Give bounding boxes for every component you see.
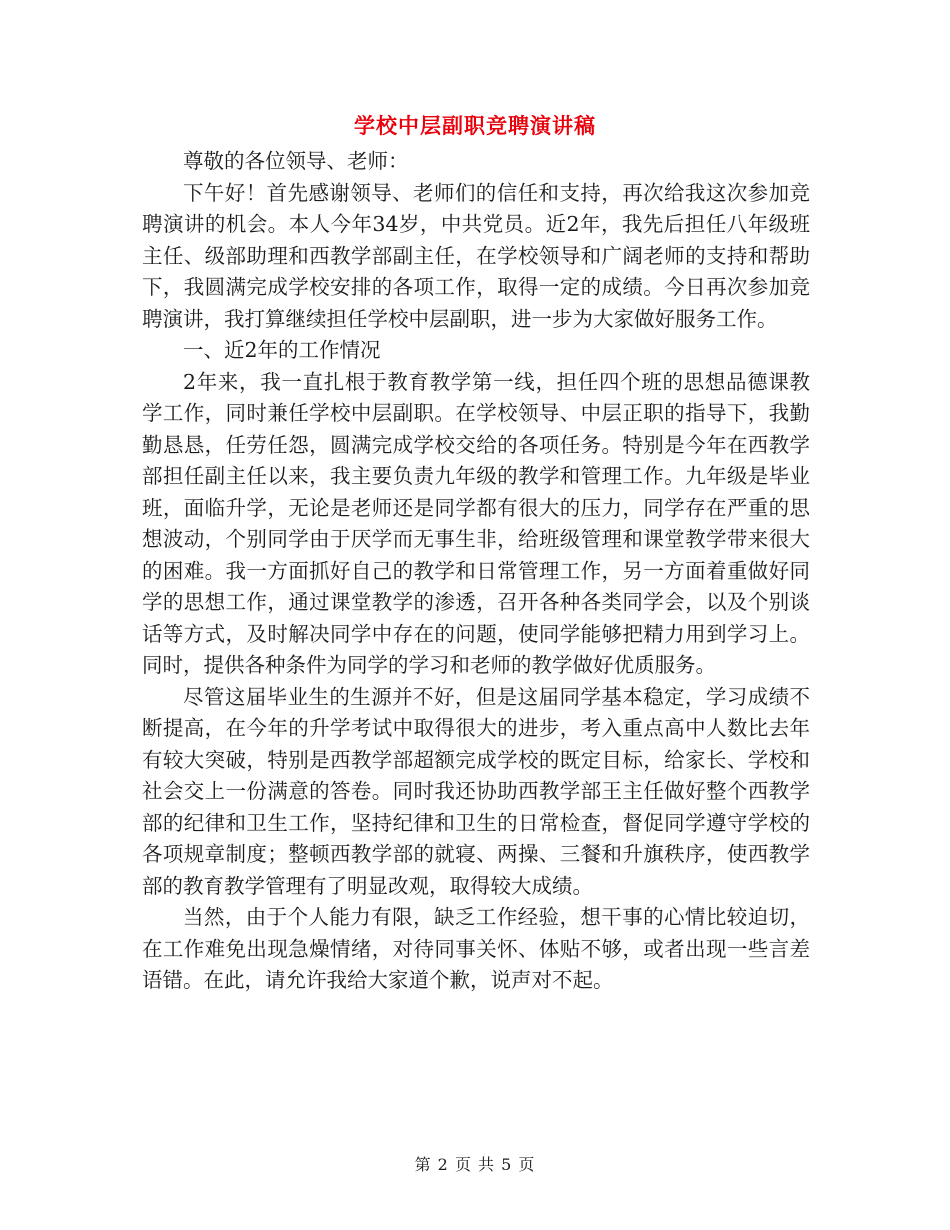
paragraph-greeting: 下午好！首先感谢领导、老师们的信任和支持，再次给我这次参加竞聘演讲的机会。本人今年34岁，中共党员。近2年，我先后担任八年级班主任、级部助理和西教学部副主任，在学校领导和广阔老师的支持和帮助下，我圆满完成学校安排的各项工作，取得一定的成绩。今日再次参加竞聘演讲，我打算继续担任学校中层副职，进一步为大家做好服务工作。 xyxy=(142,180,810,331)
document-title: 学校中层副职竞聘演讲稿 xyxy=(354,113,596,138)
page-number: 第 2 页 共 5 页 xyxy=(414,1155,536,1174)
paragraph-salutation: 尊敬的各位领导、老师： xyxy=(183,149,409,173)
paragraph-achievements: 尽管这届毕业生的生源并不好，但是这届同学基本稳定，学习成绩不断提高，在今年的升学考试中取得很大的进步，考入重点高中人数比去年有较大突破，特别是西教学部超额完成学校的既定目标，给家长、学校和社会交上一份满意的答卷。同时我还协助西教学部王主任做好整个西教学部的纪律和卫生工作，坚持纪律和卫生的日常检查，督促同学遵守学校的各项规章制度；整顿西教学部的就寝、两操、三餐和升旗秩序，使西教学部的教育教学管理有了明显改观，取得较大成绩。 xyxy=(142,684,810,898)
paragraph-work-overview: 2年来，我一直扎根于教育教学第一线，担任四个班的思想品德课教学工作，同时兼任学校中层副职。在学校领导、中层正职的指导下，我勤勤恳恳，任劳任怨，圆满完成学校交给的各项任务。特别是今年在西教学部担任副主任以来，我主要负责九年级的教学和管理工作。九年级是毕业班，面临升学，无论是老师还是同学都有很大的压力，同学存在严重的思想波动，个别同学由于厌学而无事生非，给班级管理和课堂教学带来很大的困难。我一方面抓好自己的教学和日常管理工作，另一方面着重做好同学的思想工作，通过课堂教学的渗透，召开各种各类同学会，以及个别谈话等方式，及时解决同学中存在的问题，使同学能够把精力用到学习上。同时，提供各种条件为同学的学习和老师的教学做好优质服务。 xyxy=(142,369,810,677)
section-heading: 一、近2年的工作情况 xyxy=(183,338,381,362)
document-body xyxy=(142,146,810,997)
paragraph-apology: 当然，由于个人能力有限，缺乏工作经验，想干事的心情比较迫切，在工作难免出现急燥情绪，对待同事关怀、体贴不够，或者出现一些言差语错。在此，请允许我给大家道个歉，说声对不起。 xyxy=(142,905,810,992)
